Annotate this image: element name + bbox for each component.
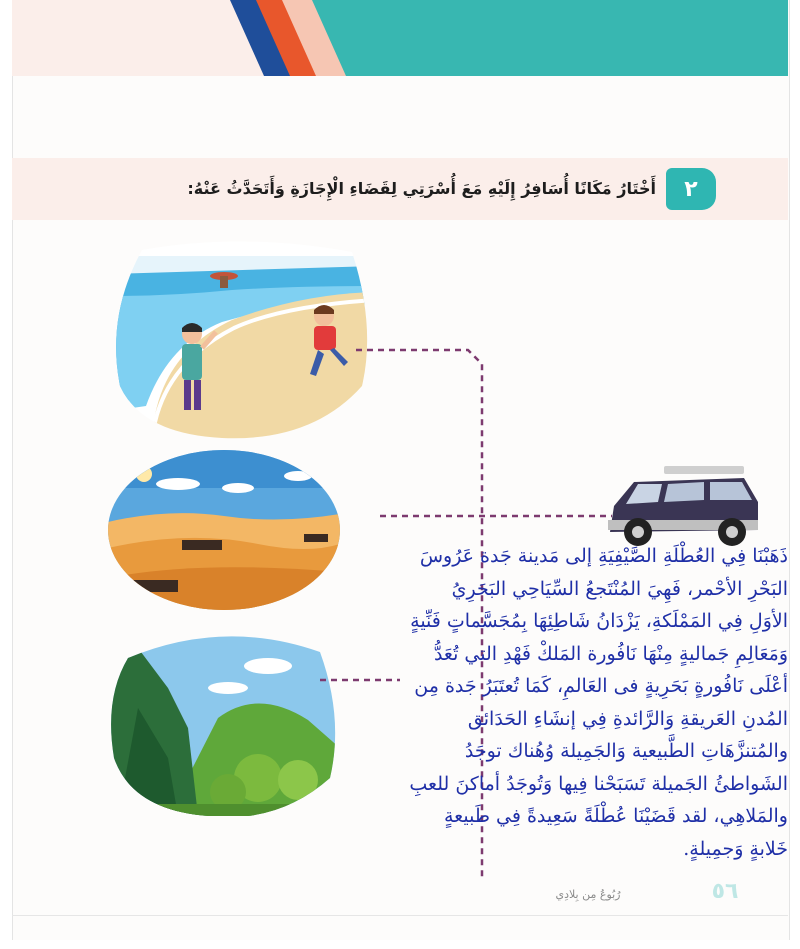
header-band <box>12 0 788 76</box>
story-line: البَحْرِ الأحْمر، فَهِيَ المُنْتَجعُ السِّيَاحِي البَحَرِيُ <box>451 577 788 600</box>
story-line: الشَواطئُ الجَميلة تَسَبَحْنا فِيها وَتُوجَدُ أماكنَ للعبِ <box>409 772 788 795</box>
question-number-badge: ٢ <box>666 168 716 210</box>
story-line: والمُتنزَّهَاتِ الطَّبيعية وَالجَمِيلة وُهُناك توجَدُ <box>464 740 788 762</box>
story-line: وَمَعَالِمِ جَماليةٍ مِنْهَا نَافُورة المَلكْ فَهْدِ التي تُعَدُّ <box>433 642 788 665</box>
story-line: خَلابةٍ وَجمِيلةٍ. <box>683 837 788 860</box>
question-text: أَخْتَارُ مَكَانًا أُسَافِرُ إِلَيْهِ مَعَ أُسْرَتِي لِقَضَاءِ الْإِجَازَةِ وَأَتَحَدَّثُ عَنْهُ: <box>187 179 656 198</box>
car[interactable] <box>604 462 762 550</box>
story-text <box>300 540 788 925</box>
story-line: الأوَلِ فِي المَمْلَكةِ، يَزْدَانُ شَاطِئِهَا بِمُجَسَّماتٍ فَنِّيةٍ <box>410 610 788 632</box>
story-line: المُدنِ العَريقةِ وَالرَّائدةِ فِي إنشَاءِ الحَدَائق <box>467 707 788 730</box>
story-line: ذَهَبْنَا فِي العُطْلَةِ الصَّيْفِيَةِ إلى مَدينة جَدة عَرُوسَ <box>419 545 788 567</box>
story-line: والمَلاهِي، لقد قَضَيْنَا عُطْلَةً سَعِيدةً فِي طَبيعةٍ <box>444 805 788 827</box>
footer-divider <box>12 915 788 916</box>
page-number: ٥٦ <box>711 879 739 904</box>
beach-scene[interactable] <box>112 236 374 440</box>
book-logo: رُبُوعُ مِن بِلادِي <box>555 888 621 901</box>
story-line: أعْلَى نَافُورةٍ بَحَرِيةٍ فى العَالمِ، كَمَا تُعتَبَرُ جَدة مِن <box>414 675 788 697</box>
